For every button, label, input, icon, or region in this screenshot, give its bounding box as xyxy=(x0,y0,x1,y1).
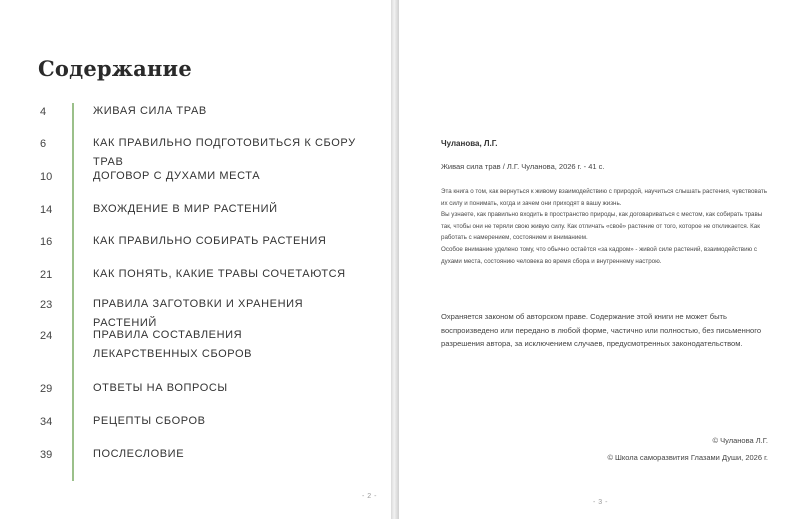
page-title: Содержание xyxy=(38,56,192,81)
toc-page-number: 4 xyxy=(40,106,47,118)
toc-entry-title: КАК ПОНЯТЬ, КАКИЕ ТРАВЫ СОЧЕТАЮТСЯ xyxy=(93,268,346,280)
copyright-notice: Охраняется законом об авторском праве. Содержание этой книги не может быть воспроизведено или передано в любой форме, частично или полностью, без письменного разрешения автора, за исключением случаев, предусмотренных законодательством. xyxy=(441,312,762,348)
toc-page-number: 6 xyxy=(40,138,47,150)
toc-entry-title: ВХОЖДЕНИЕ В МИР РАСТЕНИЙ xyxy=(93,203,278,215)
toc-page-number: 23 xyxy=(40,299,53,311)
page-number: - 2 - xyxy=(362,493,377,500)
author-name: Чуланова, Л.Г. xyxy=(441,139,498,148)
page-number: - 3 - xyxy=(593,499,608,506)
toc-page-number: 10 xyxy=(40,171,53,183)
toc-entry-title: ДОГОВОР С ДУХАМИ МЕСТА xyxy=(93,170,261,182)
toc-page-number: 21 xyxy=(40,269,53,281)
toc-entry-title: ЖИВАЯ СИЛА ТРАВ xyxy=(93,105,207,117)
toc-entry-title: РЕЦЕПТЫ СБОРОВ xyxy=(93,415,206,427)
credit-author: © Чуланова Л.Г. xyxy=(712,436,768,445)
toc-page-number: 29 xyxy=(40,383,53,395)
annotation-paragraph: Особое внимание уделено тому, что обычно остаётся «за кадром» - живой силе растений, взаимодействию с духами места, состоянию человека во время сбора и внутреннему настрою. xyxy=(441,245,757,265)
toc-page-number: 24 xyxy=(40,330,53,342)
toc-entry-title: ПРАВИЛА СОСТАВЛЕНИЯ ЛЕКАРСТВЕННЫХ СБОРОВ xyxy=(93,329,253,360)
toc-entry-title: КАК ПРАВИЛЬНО ПОДГОТОВИТЬСЯ К СБОРУ ТРАВ xyxy=(93,137,356,168)
toc-page-number: 34 xyxy=(40,416,53,428)
toc-entry-title: ПОСЛЕСЛОВИЕ xyxy=(93,448,185,460)
toc-entry-title: ПРАВИЛА ЗАГОТОВКИ И ХРАНЕНИЯ РАСТЕНИЙ xyxy=(93,298,304,329)
annotation-paragraph: Эта книга о том, как вернуться к живому взаимодействию с природой, научиться слышать растения, чувствовать их силу и понимать, когда и зачем они приходят в вашу жизнь. xyxy=(441,188,767,207)
toc-page-number: 14 xyxy=(40,204,53,216)
toc-entry-title: КАК ПРАВИЛЬНО СОБИРАТЬ РАСТЕНИЯ xyxy=(93,235,327,247)
annotation-paragraph: Вы узнаете, как правильно входить в пространство природы, как договариваться с местом, как собирать травы так, чтобы они не теряли свою живую силу. Как отличать «своё» растение от того, которое не откликается. Как работать с намерением, состоянием и вниманием. xyxy=(441,211,763,242)
toc-entry-title: ОТВЕТЫ НА ВОПРОСЫ xyxy=(93,382,228,394)
book-gutter xyxy=(391,0,399,519)
toc-page-number: 39 xyxy=(40,449,53,461)
bibliographic-record: Живая сила трав / Л.Г. Чуланова, 2026 г. - 41 с. xyxy=(441,162,605,171)
left-page xyxy=(0,0,391,519)
credit-school: © Школа саморазвития Глазами Души, 2026 г. xyxy=(607,453,768,462)
toc-accent-line xyxy=(72,103,74,481)
toc-page-number: 16 xyxy=(40,236,53,248)
book-annotation xyxy=(441,186,771,267)
